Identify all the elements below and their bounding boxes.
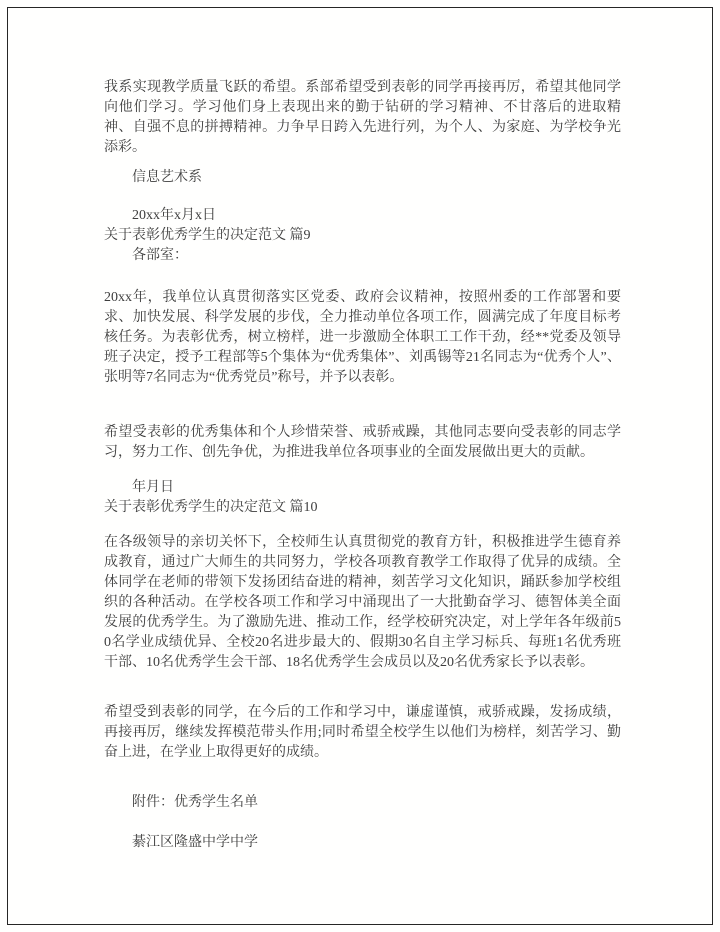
school-name-line: 綦江区隆盛中学中学 <box>132 835 258 850</box>
attachment-line: 附件：优秀学生名单 <box>132 795 258 810</box>
body-paragraph: 在各级领导的亲切关怀下，全校师生认真贯彻党的教育方针，积极推进学生德育养成教育，通过广大师生的共同努力，学校各项教育教学工作取得了优异的成绩。全体同学在老师的带领下发扬团结奋进的精神，刻苦学习文化知识，踊跃参加学校组织的各种活动。在学校各项工作和学习中涌现出了一大批勤奋学习、德智体美全面发展的优秀学生。为了激励先进、推动工作，经学校研究决定，对上学年各年级前50名学业成绩优异、全校20名进步最大的、假期30名自主学习标兵、每班1名优秀班干部、10名优秀学生会干部、18名优秀学生会成员以及20名优秀家长予以表彰。 <box>104 535 621 670</box>
body-paragraph: 20xx年，我单位认真贯彻落实区党委、政府会议精神，按照州委的工作部署和要求、加快发展、科学发展的步伐，全力推动单位各项工作，圆满完成了年度目标考核任务。为表彰优秀，树立榜样，进一步激励全体职工工作干劲，经**党委及领导班子决定，授予工程部等5个集体为“优秀集体”、刘禹锡等21名同志为“优秀个人”、张明等7名同志为“优秀党员”称号，并予以表彰。 <box>104 290 621 385</box>
body-paragraph: 希望受表彰的优秀集体和个人珍惜荣誉、戒骄戒躁，其他同志要向受表彰的同志学习，努力工作、创先争优，为推进我单位各项事业的全面发展做出更大的贡献。 <box>104 425 621 460</box>
date-placeholder-line: 年月日 <box>132 480 174 495</box>
body-paragraph: 希望受到表彰的同学，在今后的工作和学习中，谦虚谨慎，戒骄戒躁，发扬成绩，再接再厉，继续发挥模范带头作用;同时希望全校学生以他们为榜样，刻苦学习、勤奋上进，在学业上取得更好的成绩。 <box>104 705 621 760</box>
section-title-part10: 关于表彰优秀学生的决定范文 篇10 <box>104 500 318 515</box>
document-content <box>104 78 621 853</box>
body-paragraph: 我系实现教学质量飞跃的希望。系部希望受到表彰的同学再接再厉，希望其他同学向他们学习。学习他们身上表现出来的勤于钻研的学习精神、不甘落后的进取精神、自强不息的拼搏精神。力争早日跨入先进行列，为个人、为家庭、为学校争光添彩。 <box>104 80 621 155</box>
signature-department-line: 信息艺术系 <box>132 170 202 185</box>
date-line: 20xx年x月x日 <box>132 208 216 223</box>
section-title-part9: 关于表彰优秀学生的决定范文 篇9 <box>104 228 311 243</box>
salutation-line: 各部室： <box>132 248 188 263</box>
